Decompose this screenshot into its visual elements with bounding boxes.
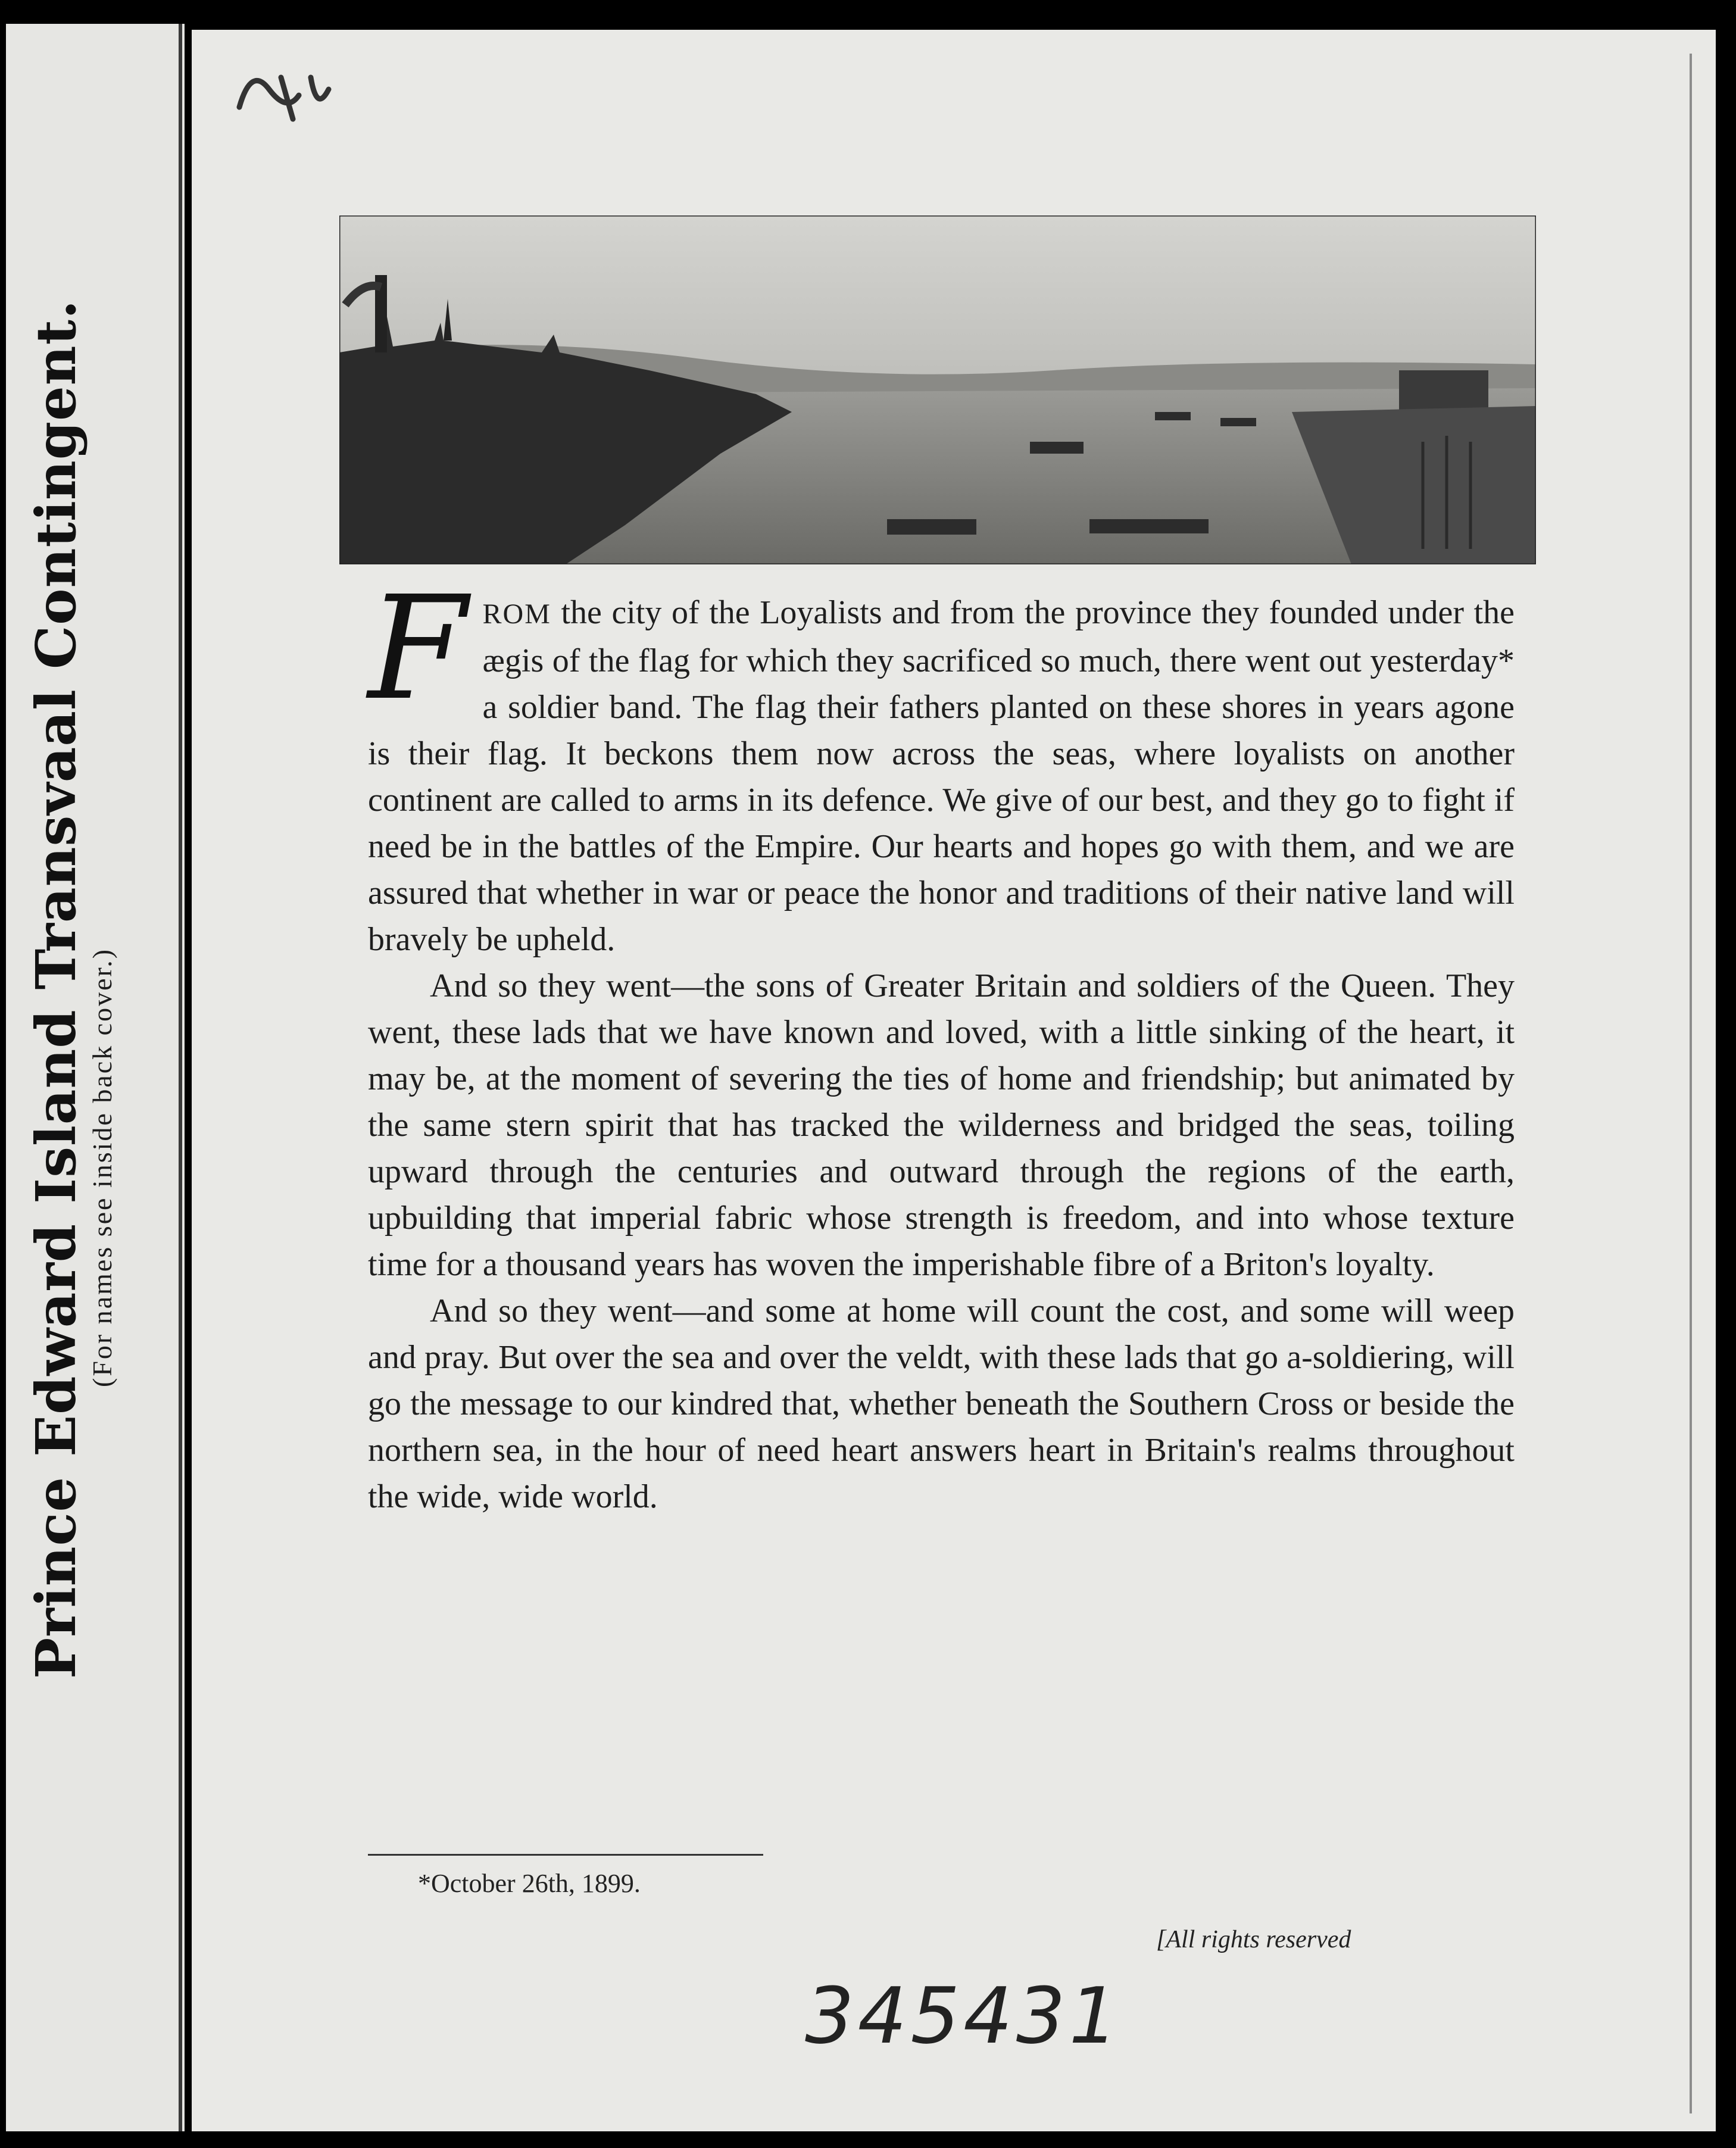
page — [192, 30, 1716, 2131]
spine-subtitle: (For names see inside back cover.) — [87, 947, 117, 1387]
paragraph-2: And so they went—the sons of Greater Britain and soldiers of the Queen. They went, these lads that we have known and loved, with a little sinking of the heart, it may be, at the moment of severing the ties of home and friendship; but animated by the same stern spirit that has tracked the wilderness and bridged the seas, toiling upward through the centuries and outward through the regions of the earth, upbuilding that imperial fabric whose strength is freedom, and into whose texture time for a thousand years has woven the imperishable fibre of a Briton's loyalty. — [368, 967, 1515, 1283]
paragraph-3: And so they went—and some at home will count the cost, and some will weep and pray. But over the sea and over the veldt, with these lads that go a-soldiering, will go the message to our kindred that, whether beneath the Southern Cross or beside the northern sea, in the hour of need heart answers heart in Britain's realms throughout the wide, wide world. — [368, 1292, 1515, 1515]
spine-title: Prince Edward Island Transvaal Contingent. — [24, 299, 88, 1679]
footnote-rule — [368, 1854, 763, 1856]
paragraph-1-text: the city of the Loyalists and from the province they founded under the ægis of the flag for which they sacrificed so much, there went out yesterday* a soldier band. The flag their fathers planted on these shores in years agone is their flag. It beckons them now across the seas, where loyalists on another continent are called to arms in its defence. We give of our best, and they go to fight if need be in the battles of the Empire. Our hearts and hopes go with them, and we are assured that whether in war or peace the honor and traditions of their native land will bravely be upheld. — [368, 594, 1515, 958]
rights-notice: [All rights reserved — [1156, 1926, 1351, 1953]
pencil-note-mark — [227, 54, 346, 134]
cover-spine — [6, 24, 185, 2131]
harbor-photograph — [339, 216, 1536, 564]
footnote: *October 26th, 1899. — [418, 1869, 641, 1898]
lead-word: ROM — [482, 598, 551, 630]
catalog-number: 345431 — [805, 1971, 1122, 2061]
page-edge — [1690, 54, 1692, 2113]
paragraph-1 — [368, 565, 1515, 963]
spine-edge — [179, 24, 182, 2131]
article-text — [368, 565, 1515, 1520]
drop-cap: F — [368, 565, 467, 732]
